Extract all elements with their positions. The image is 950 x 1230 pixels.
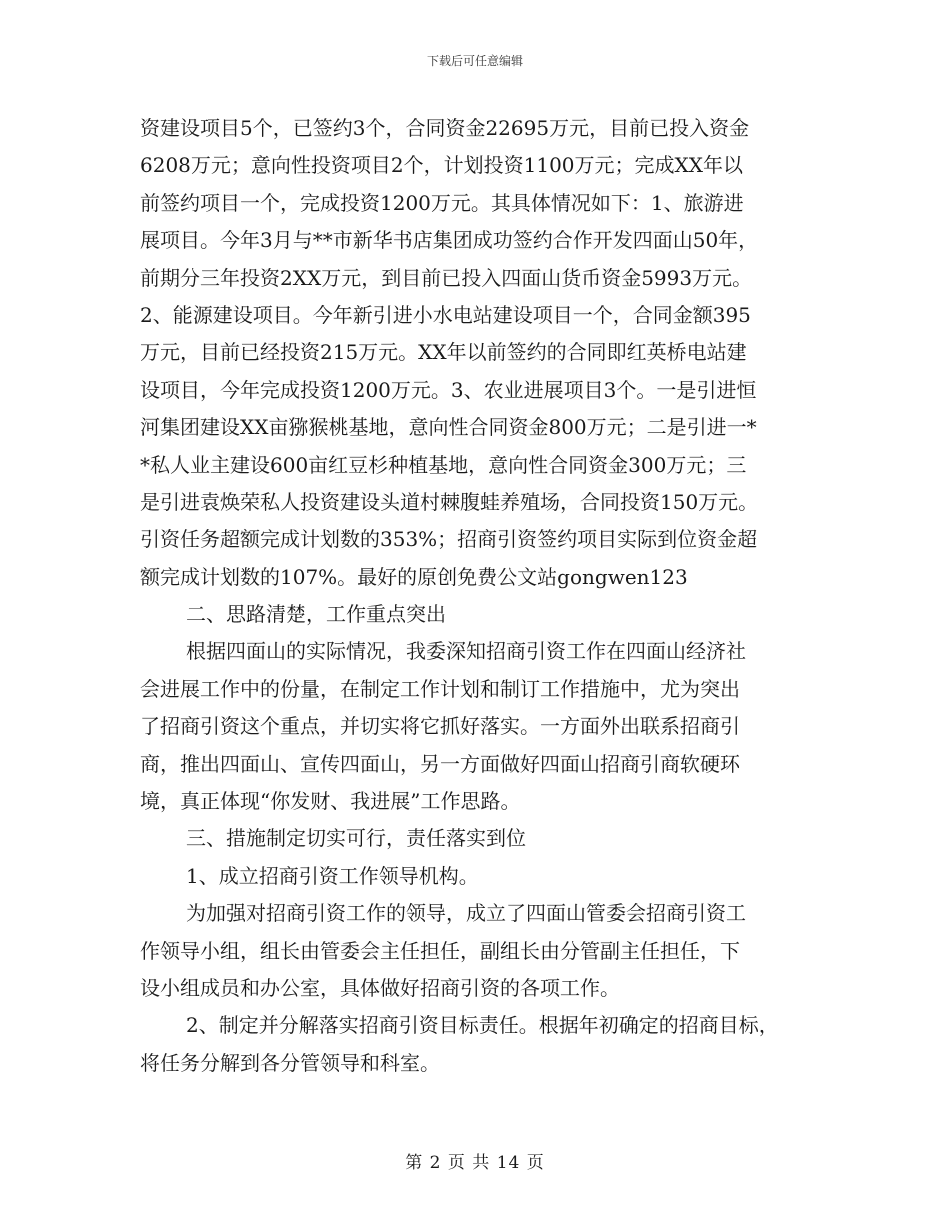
text-line: 2、能源建设项目。今年新引进小水电站建设项目一个，合同金额395 bbox=[140, 302, 751, 327]
text-line: 前期分三年投资2XX万元，到目前已投入四面山货币资金5993万元。 bbox=[140, 265, 753, 290]
text-line: 设项目，今年完成投资1200万元。3、农业进展项目3个。一是引进恒 bbox=[140, 377, 757, 402]
text-line: 作领导小组，组长由管委会主任担任，副组长由分管副主任担任，下 bbox=[140, 938, 740, 963]
text-line: 是引进袁焕荣私人投资建设头道村棘腹蛙养殖场，合同投资150万元。 bbox=[140, 489, 759, 514]
text-line: 额完成计划数的107%。最好的原创免费公文站gongwen123 bbox=[140, 564, 688, 589]
page-number: 第 2 页 共 14 页 bbox=[405, 1153, 545, 1173]
page-header: 下载后可任意编辑 bbox=[426, 54, 523, 68]
text-line: 2、制定并分解落实招商引资目标责任。根据年初确定的招商目标， bbox=[186, 1013, 779, 1038]
text-line: 1、成立招商引资工作领导机构。 bbox=[186, 863, 479, 888]
text-line: 三、措施制定切实可行，责任落实到位 bbox=[186, 826, 526, 851]
text-line: 二、思路清楚，工作重点突出 bbox=[186, 602, 446, 627]
text-line: 河集团建设XX亩猕猴桃基地，意向性合同资金800万元；二是引进一* bbox=[140, 415, 757, 440]
text-line: 境，真正体现“你发财、我进展”工作思路。 bbox=[140, 789, 521, 814]
text-line: 了招商引资这个重点，并切实将它抓好落实。一方面外出联系招商引 bbox=[140, 714, 740, 739]
text-line: 展项目。今年3月与**市新华书店集团成功签约合作开发四面山50年， bbox=[140, 228, 759, 253]
text-line: 万元，目前已经投资215万元。XX年以前签约的合同即红英桥电站建 bbox=[140, 340, 747, 365]
text-line: 将任务分解到各分管领导和科室。 bbox=[140, 1050, 440, 1075]
text-line: 为加强对招商引资工作的领导，成立了四面山管委会招商引资工 bbox=[186, 901, 746, 926]
text-line: 前签约项目一个，完成投资1200万元。其具体情况如下：1、旅游进 bbox=[140, 190, 744, 215]
text-line: *私人业主建设600亩红豆杉种植基地，意向性合同资金300万元；三 bbox=[140, 452, 747, 477]
text-line: 6208万元；意向性投资项目2个，计划投资1100万元；完成XX年以 bbox=[140, 153, 743, 178]
text-line: 资建设项目5个，已签约3个，合同资金22695万元，目前已投入资金 bbox=[140, 116, 750, 140]
text-line: 引资任务超额完成计划数的353%；招商引资签约项目实际到位资金超 bbox=[140, 527, 758, 552]
text-line: 商，推出四面山、宣传四面山，另一方面做好四面山招商引商软硬环 bbox=[140, 751, 740, 776]
text-line: 根据四面山的实际情况，我委深知招商引资工作在四面山经济社 bbox=[186, 639, 746, 664]
text-line: 设小组成员和办公室，具体做好招商引资的各项工作。 bbox=[140, 975, 620, 1000]
text-line: 会进展工作中的份量，在制定工作计划和制订工作措施中，尤为突出 bbox=[140, 676, 740, 701]
document-body bbox=[140, 110, 820, 1082]
